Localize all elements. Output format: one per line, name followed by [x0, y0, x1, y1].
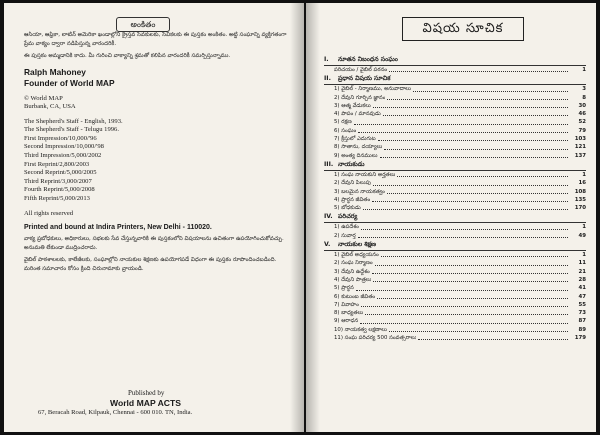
toc-entry-text: 4) ప్రార్థన జీవితం	[334, 196, 371, 203]
toc-leader-dots	[389, 331, 568, 332]
toc-entry	[324, 143, 586, 151]
edition-line: Fourth Reprint/5,000/2008	[24, 186, 95, 194]
left-page	[4, 3, 304, 432]
toc-leader-dots	[365, 314, 568, 315]
toc-entry-page: 108	[574, 188, 586, 195]
location: Burbank, CA, USA	[24, 103, 76, 111]
toc-entry	[324, 284, 586, 292]
toc-entry-text: 9) అంత్య దినములు	[334, 152, 378, 159]
toc-entry-page: 55	[578, 301, 586, 308]
toc-entry	[324, 152, 586, 160]
toc-entry	[324, 293, 586, 301]
toc-entry	[324, 276, 586, 284]
published-by-label: Published by	[128, 389, 165, 397]
toc-entry-page: 1	[582, 252, 586, 259]
toc-entry-page: 135	[574, 196, 586, 203]
toc-entry-page: 89	[578, 326, 586, 333]
toc-entry-text: 1) సంఘ నాయకుని అర్హతలు	[334, 171, 396, 178]
toc-entry	[324, 102, 586, 110]
toc-entry-text: 3) ఆత్మ వేడుకలు	[334, 102, 371, 109]
toc-entry-page: 21	[578, 268, 586, 275]
toc-entry-text: 1) ఉపదేశం	[334, 224, 359, 231]
toc-entry-text: 10) నాయకత్వ లక్షణాలు	[334, 326, 387, 333]
right-page	[306, 3, 596, 432]
toc-leader-dots	[372, 201, 568, 202]
toc-entry-text: 2) దేవుని పిలుపు	[334, 180, 371, 187]
toc-entry-page: 47	[578, 293, 586, 300]
toc-entry-page: 3	[582, 86, 586, 93]
toc-leader-dots	[354, 124, 568, 125]
publisher-name: World MAP ACTS	[110, 398, 181, 408]
toc-entry-page: 137	[574, 152, 586, 159]
author-name: Ralph Mahoney	[24, 66, 86, 77]
toc-leader-dots	[361, 306, 568, 307]
toc-entry	[324, 268, 586, 276]
toc-leader-dots	[377, 298, 568, 299]
toc-leader-dots	[418, 339, 568, 340]
edition-line: First Reprint/2,800/2003	[24, 160, 90, 168]
toc-entry-text: 5) బోధకుడు	[334, 205, 361, 212]
toc-entry	[324, 317, 586, 325]
toc-leader-dots	[372, 273, 568, 274]
toc-entry	[324, 223, 586, 231]
edition-line: Second Impression/10,000/'98	[24, 143, 104, 151]
toc-entry-page: 1	[582, 67, 586, 73]
toc-entry	[324, 94, 586, 102]
toc-entry	[324, 179, 586, 187]
toc-entry-page: 52	[578, 119, 586, 126]
edition-line: The Shepherd's Staff - Telugu 1996.	[24, 126, 119, 134]
toc-entry-page: 103	[574, 136, 586, 143]
toc-entry-page: 41	[578, 285, 586, 292]
dedication-badge: అంకితం	[116, 17, 170, 32]
toc-entry-page: 179	[574, 335, 586, 342]
toc-entry-text: 3) బలమైన నాయకత్వం	[334, 188, 385, 195]
toc-section-number: V.	[324, 241, 331, 249]
toc-entry-text: 9) ఆరాధన	[334, 318, 359, 325]
toc-entry-text: 8) సాతాను, దయ్యాలు	[334, 144, 383, 151]
toc-section-number: IV.	[324, 213, 333, 221]
toc-leader-dots	[387, 193, 568, 194]
toc-entry-page: 87	[578, 318, 586, 325]
toc-leader-dots	[375, 265, 568, 266]
toc-entry-text: 6) సంఘం	[334, 127, 357, 134]
toc-entry-page: 16	[578, 180, 586, 187]
toc-entry-page: 121	[574, 144, 586, 151]
toc-entry-text: 4) పాపం / మానవుడు	[334, 111, 381, 118]
toc-title: విషయ సూచిక	[402, 17, 524, 41]
toc-entry-page: 11	[578, 260, 586, 267]
toc-entry-text: 7) క్రీస్తులో ఎదుగుట	[334, 136, 376, 143]
printed-by: Printed and bound at Indira Printers, New Delhi - 110020.	[24, 224, 212, 232]
toc-section-heading	[324, 55, 586, 66]
toc-section-title: పరిచర్య	[338, 213, 358, 221]
toc-entry-text: 2) సువార్త	[334, 232, 356, 239]
toc-entry-page: 1	[582, 171, 586, 178]
toc-section-heading	[324, 160, 586, 171]
toc-entry-page: 49	[578, 232, 586, 239]
toc-leader-dots	[413, 91, 568, 92]
toc-leader-dots	[373, 107, 568, 108]
toc-section-number: II.	[324, 75, 331, 83]
toc-entry	[324, 232, 586, 240]
toc-entry-text: 8) బాధ్యతలు	[334, 310, 364, 317]
edition-line: First Impression/10,000/'96	[24, 134, 97, 142]
toc-section-heading	[324, 74, 586, 85]
toc-leader-dots	[384, 149, 568, 150]
toc-entry	[324, 204, 586, 212]
toc-leader-dots	[373, 281, 568, 282]
toc-entry	[324, 110, 586, 118]
toc-entry	[324, 301, 586, 309]
edition-list	[24, 118, 290, 204]
toc-leader-dots	[381, 256, 568, 257]
toc-entry-page: 73	[578, 310, 586, 317]
toc-entry	[324, 135, 586, 143]
edition-line: Second Reprint/5,000/2005	[24, 169, 97, 177]
toc-entry-text: 6) కుటుంబ జీవితం	[334, 293, 376, 300]
toc-entry	[324, 188, 586, 196]
toc-entry	[324, 66, 586, 74]
edition-line: Third Impression/5,000/2002	[24, 152, 102, 160]
toc-entry-page: 8	[582, 94, 586, 101]
toc-entry-text: 5) రక్షణ	[334, 119, 352, 126]
toc-entry-text: 3) దేవుని ఉద్దేశం	[334, 268, 370, 275]
toc-section-heading	[324, 212, 586, 223]
toc-entry-text: 2) సంఘ నిర్మాణం	[334, 260, 373, 267]
author-title: Founder of World MAP	[24, 77, 115, 88]
toc-section-title: నాయకుల శిక్షణ	[338, 241, 377, 249]
toc-section-title: నూతన నిబంధన సంఘం	[338, 56, 398, 63]
rights: All rights reserved	[24, 209, 74, 217]
toc-entry-page: 170	[574, 205, 586, 212]
copyright: © World MAP	[24, 94, 63, 102]
toc-section-number: I.	[324, 56, 329, 63]
toc-entry-page: 30	[578, 102, 586, 109]
toc-entry	[324, 334, 586, 342]
toc-entry	[324, 259, 586, 267]
dedication-text: ఆసియా, ఆఫ్రికా, లాటిన్ అమెరికా ఖండాల్లోని క్రైస్తవ సేవకులకు, సేవికలకు ఈ పుస్తకం అంకితం. అట్టి సంఘాన్ని వ్యక్తిగతంగా ప్రేమ వాక్యం ద్వారా నడిపిస్తున్న వారందరికీ.	[24, 32, 287, 47]
toc-entry-text: 1) వైబిల్ అధ్యయనం	[334, 252, 379, 259]
toc-leader-dots	[383, 115, 568, 116]
toc-leader-dots	[378, 140, 568, 141]
toc-section-heading	[324, 240, 586, 251]
dedication-text-2: ఈ పుస్తకం అమ్మడానికి కాదు. మీ గురించి వాక్యాన్ని శ్రమతో కలిపిన వారందరికీ సమర్పిస్తున్నాము.	[24, 53, 231, 59]
table-of-contents	[324, 55, 586, 342]
publisher-address: 67, Beracah Road, Kilpauk, Chennai - 600 010. TN, India.	[38, 409, 193, 416]
toc-entry	[324, 326, 586, 334]
toc-leader-dots	[360, 323, 568, 324]
toc-entry-text: 4) దేవుని పాత్రలు	[334, 276, 372, 283]
edition-line: Fifth Reprint/5,000/2013	[24, 195, 90, 203]
toc-entry	[324, 127, 586, 135]
toc-entry	[324, 85, 586, 93]
toc-leader-dots	[387, 99, 568, 100]
toc-leader-dots	[363, 209, 568, 210]
toc-leader-dots	[358, 132, 568, 133]
edition-line: Third Reprint/3,000/2007	[24, 177, 92, 185]
toc-entry	[324, 309, 586, 317]
toc-entry-text: 11) సంఘ పరిచర్య 500 సంవత్సరాలు	[334, 335, 417, 342]
toc-entry	[324, 171, 586, 179]
toc-leader-dots	[361, 229, 568, 230]
toc-entry	[324, 118, 586, 126]
notice-text: వాక్య ప్రబోధకులు, అధికారులు, సభలకు సేవ చేస్తున్నవారికి ఈ పుస్తకంలోని విషయాలను ఉచితంగా ఉపయోగించుకోవచ్చు. అనుమతి లేకుండా ముద్రించరాదు.	[24, 236, 284, 251]
toc-entry-text: 2) దేవుని గూర్చిన జ్ఞానం	[334, 94, 386, 101]
notice-text-2: వైబిల్ పాఠశాలలకు, కాలేజీలకు, సంఘాల్లోని నాయకుల శిక్షణకు ఉపయోగపడే విధంగా ఈ పుస్తకం రూపొందించబడింది. మరింత సమాచారం కోసం క్రింది చిరునామాకు వ్రాయండి.	[24, 257, 277, 272]
toc-leader-dots	[356, 290, 568, 291]
toc-entry-page: 46	[578, 111, 586, 118]
toc-leader-dots	[397, 176, 568, 177]
toc-entry-page: 1	[582, 224, 586, 231]
toc-section-title: నాయకుడు	[338, 160, 365, 168]
toc-entry-page: 28	[578, 276, 586, 283]
book-spread	[4, 3, 596, 432]
toc-leader-dots	[389, 71, 568, 72]
toc-section-title: ప్రధాన విషయ సూచిక	[338, 75, 391, 83]
toc-entry-text: పరిచయం / వైబిల్ పఠనం	[334, 67, 388, 73]
toc-entry-text: 1) వైబిల్ - నిర్మాణము, అనువాదాలు	[334, 86, 411, 93]
toc-entry	[324, 251, 586, 259]
toc-entry	[324, 196, 586, 204]
toc-entry-text: 5) ప్రార్థన	[334, 285, 354, 292]
toc-leader-dots	[358, 237, 568, 238]
edition-line: The Shepherd's Staff - English, 1993.	[24, 117, 123, 125]
toc-leader-dots	[380, 157, 569, 158]
toc-leader-dots	[373, 185, 568, 186]
toc-entry-page: 79	[578, 127, 586, 134]
toc-entry-text: 7) వివాహం	[334, 301, 359, 308]
toc-section-number: III.	[324, 160, 334, 168]
